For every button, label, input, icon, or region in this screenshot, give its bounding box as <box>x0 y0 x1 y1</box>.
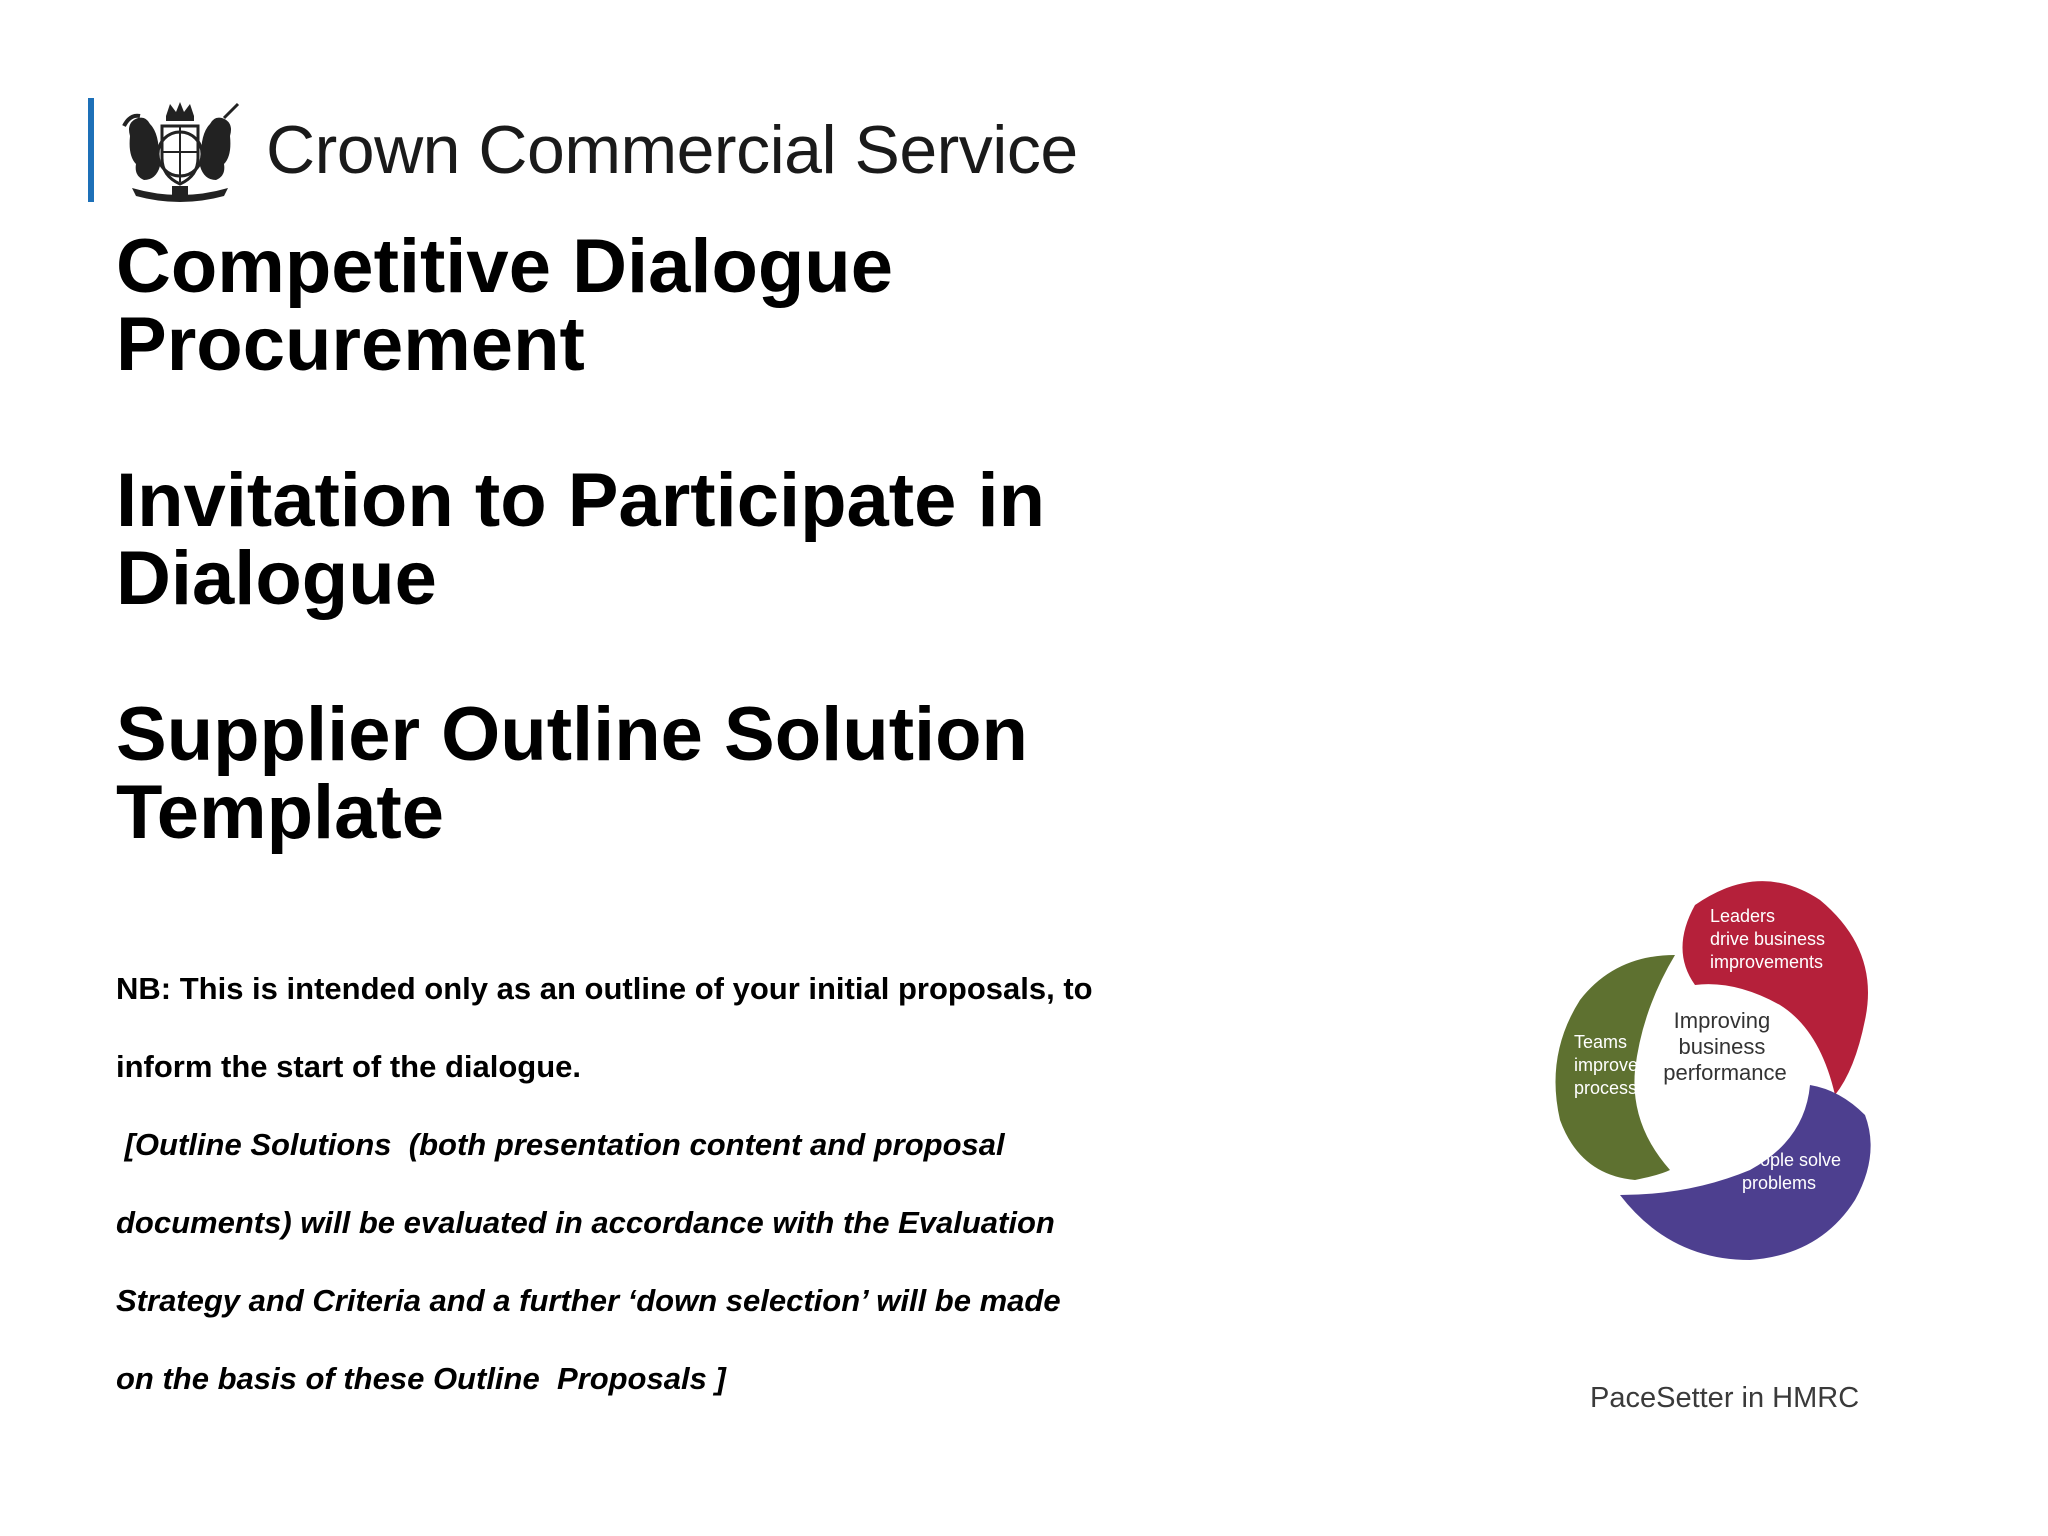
org-name: Crown Commercial Service <box>266 112 1078 188</box>
outline-note-line: [Outline Solutions (both presentation content and proposal <box>116 1127 1005 1162</box>
nb-note-line: inform the start of the dialogue. <box>116 1049 582 1084</box>
diagram-segment-label-people: People solve problems <box>1738 1150 1842 1193</box>
pacesetter-diagram <box>1520 870 1900 1270</box>
diagram-segment-label-leaders: Leaders drive business improvements <box>1710 906 1826 972</box>
document-title <box>116 224 1316 387</box>
title-line: Procurement <box>116 302 585 387</box>
document-subtitle <box>116 458 1316 621</box>
title-line: Dialogue <box>116 536 437 621</box>
title-line: Supplier Outline Solution <box>116 692 1028 777</box>
outline-note-line: on the basis of these Outline Proposals ] <box>116 1361 726 1396</box>
outline-note-line: Strategy and Criteria and a further ‘down selection’ will be made <box>116 1283 1061 1318</box>
logo-block <box>88 96 1078 204</box>
diagram-caption: PaceSetter in HMRC <box>1590 1382 1860 1414</box>
title-line: Competitive Dialogue <box>116 224 893 309</box>
diagram-center-label: Improving business performance <box>1663 1008 1787 1085</box>
title-line: Invitation to Participate in <box>116 458 1045 543</box>
template-title <box>116 692 1316 855</box>
title-line: Template <box>116 770 445 855</box>
logo-accent-bar <box>88 98 94 202</box>
nb-note-line: NB: This is intended only as an outline of your initial proposals, to <box>116 971 1093 1006</box>
notes-block <box>116 950 1266 1418</box>
diagram-segment-label-teams: Teams improve processes <box>1574 1032 1657 1098</box>
title-block <box>116 224 1316 930</box>
outline-note-line: documents) will be evaluated in accordance with the Evaluation <box>116 1205 1055 1240</box>
royal-coat-of-arms-icon <box>116 96 244 204</box>
